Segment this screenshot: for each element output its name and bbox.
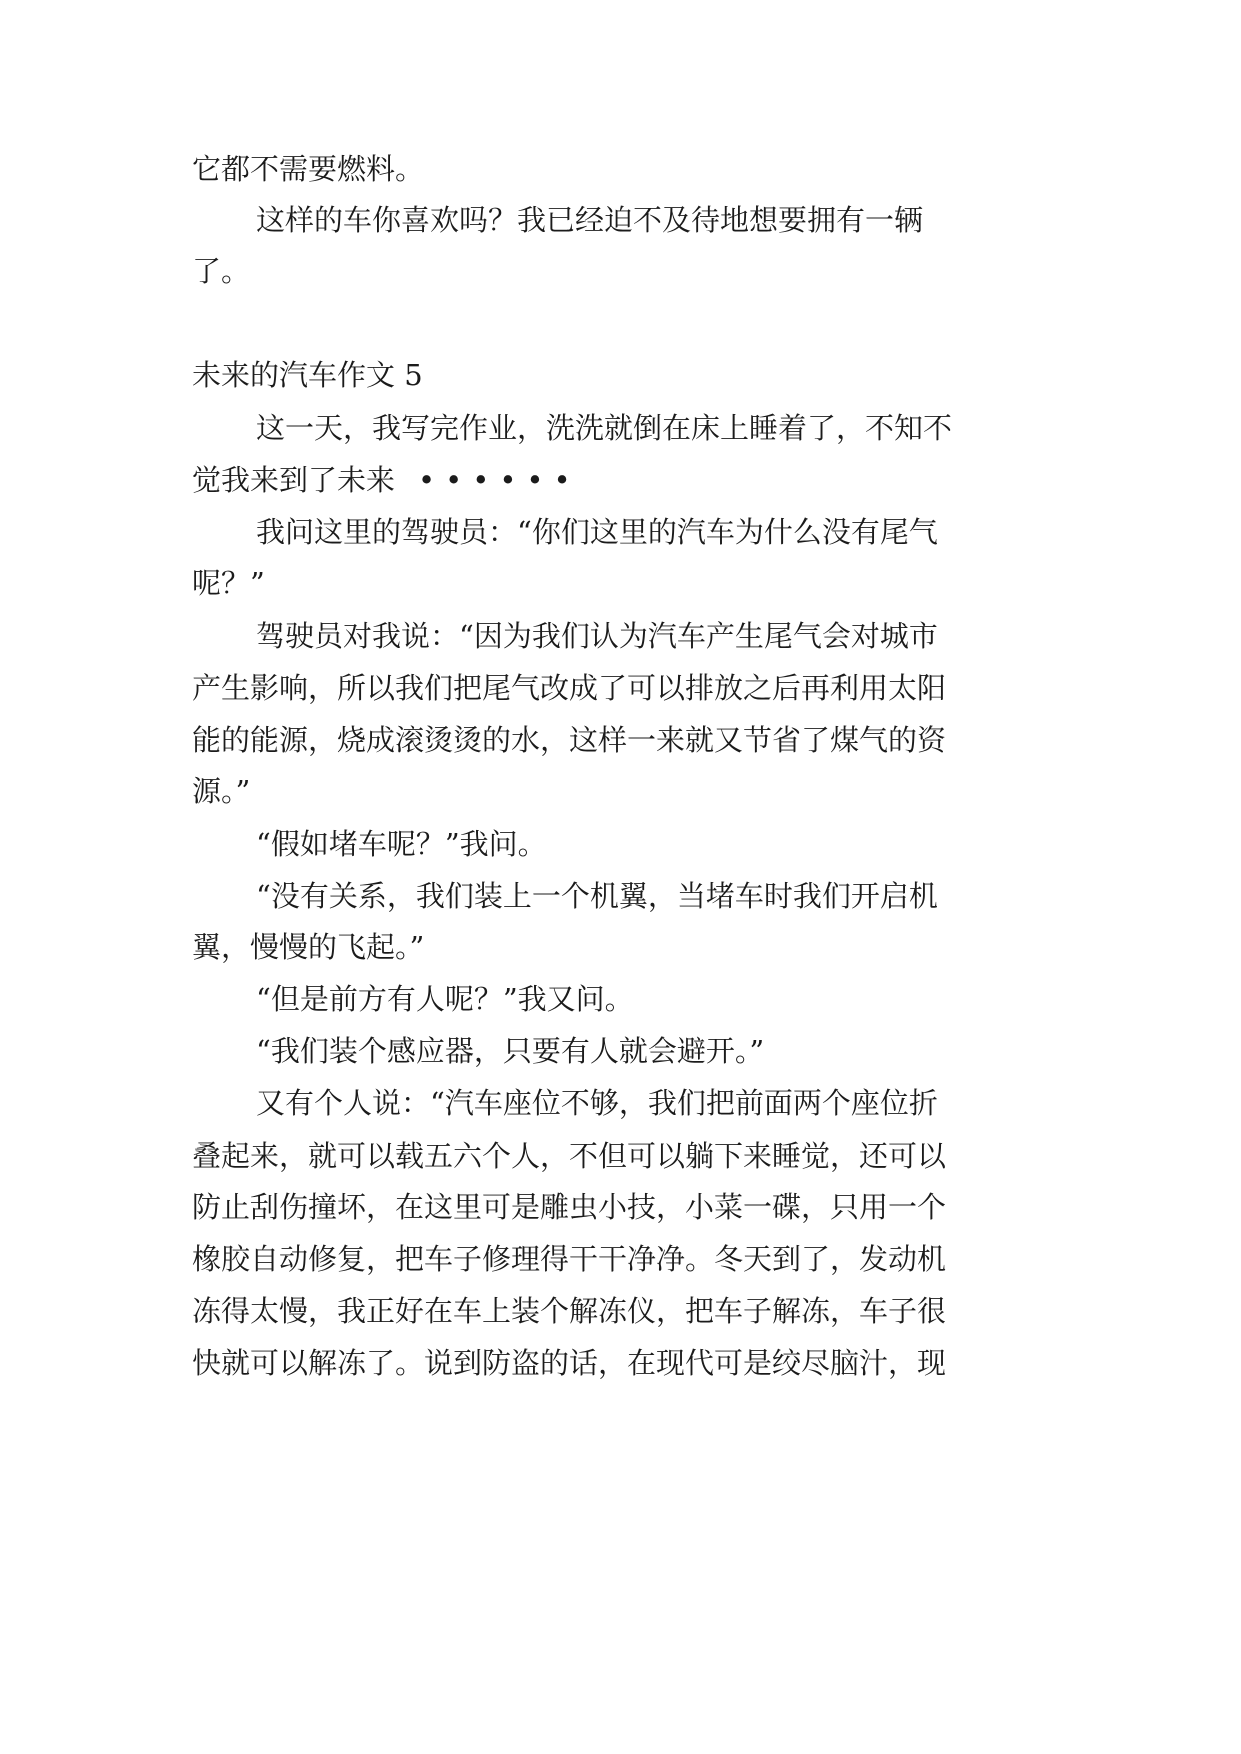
line-text: 防止刮伤撞坏，在这里可是雕虫小技，小菜一碟，只用一个 [192, 1190, 947, 1224]
section-title [0, 355, 1241, 395]
text-line [0, 824, 1241, 864]
text-line [0, 720, 1241, 760]
text-line [0, 251, 1241, 291]
line-text: 翼，慢慢的飞起。” [192, 930, 425, 964]
line-text: 产生影响，所以我们把尾气改成了可以排放之后再利用太阳 [192, 671, 947, 705]
text-line [0, 616, 1241, 656]
text-line [0, 460, 1241, 500]
text-line [0, 1136, 1241, 1176]
line-text: 这一天，我写完作业，洗洗就倒在床上睡着了，不知不 [256, 411, 953, 445]
line-text: 它都不需要燃料。 [192, 152, 425, 186]
line-text: “假如堵车呢？”我问。 [256, 827, 547, 861]
text-line [0, 512, 1241, 552]
text-line [0, 668, 1241, 708]
line-text: 我问这里的驾驶员：“你们这里的汽车为什么没有尾气 [256, 515, 938, 549]
text-line [0, 1031, 1241, 1071]
line-text: “我们装个感应器，只要有人就会避开。” [256, 1034, 765, 1068]
line-text: 橡胶自动修复，把车子修理得干干净净。冬天到了，发动机 [192, 1242, 947, 1276]
text-line [0, 408, 1241, 448]
line-text: 源。” [192, 774, 251, 808]
text-line [0, 979, 1241, 1019]
line-text: 冻得太慢，我正好在车上装个解冻仪，把车子解冻，车子很 [192, 1294, 947, 1328]
line-text: 又有个人说：“汽车座位不够，我们把前面两个座位折 [256, 1086, 938, 1120]
line-text: 觉我来到了未来 [192, 463, 396, 497]
text-line [0, 200, 1241, 240]
line-text: 驾驶员对我说：“因为我们认为汽车产生尾气会对城市 [256, 619, 938, 653]
line-text: 呢？” [192, 566, 265, 600]
text-line [0, 927, 1241, 967]
text-line [0, 771, 1241, 811]
line-text: “没有关系，我们装上一个机翼，当堵车时我们开启机 [256, 879, 938, 913]
line-text: 了。 [192, 254, 251, 288]
title-text: 未来的汽车作文 5 [192, 358, 423, 392]
text-line [0, 1239, 1241, 1279]
line-text: 这样的车你喜欢吗？我已经迫不及待地想要拥有一辆 [256, 203, 924, 237]
text-line [0, 563, 1241, 603]
text-line [0, 1083, 1241, 1123]
line-text: “但是前方有人呢？”我又问。 [256, 982, 634, 1016]
text-line [0, 1187, 1241, 1227]
line-text: 能的能源，烧成滚烫烫的水，这样一来就又节省了煤气的资 [192, 723, 947, 757]
line-text: 叠起来，就可以载五六个人，不但可以躺下来睡觉，还可以 [192, 1139, 947, 1173]
text-line [0, 149, 1241, 189]
line-text: 快就可以解冻了。说到防盗的话，在现代可是绞尽脑汁，现 [192, 1346, 947, 1380]
text-line [0, 1343, 1241, 1383]
text-line [0, 1291, 1241, 1331]
text-line [0, 876, 1241, 916]
ellipsis-dots: •••••• [418, 463, 581, 497]
